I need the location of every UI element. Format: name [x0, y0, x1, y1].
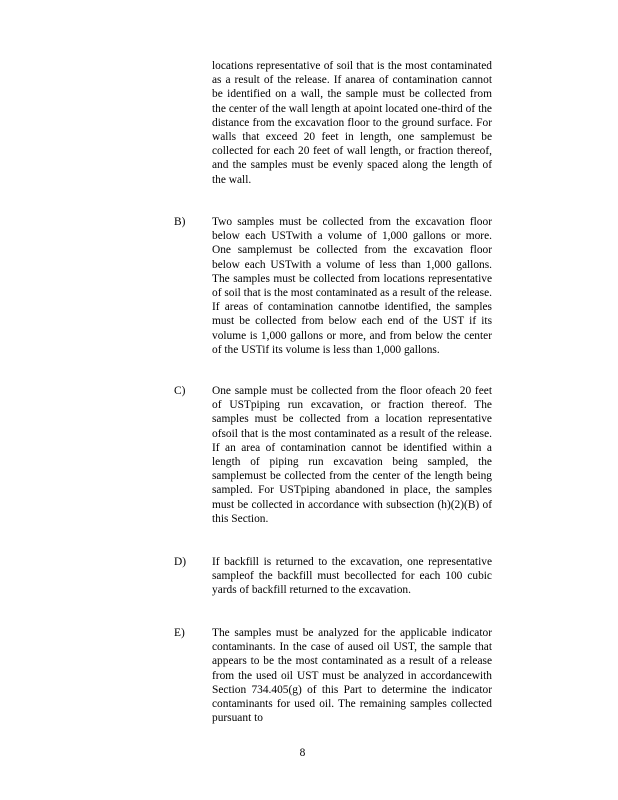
item-text-b: Two samples must be collected from the excavation floor below each USTwith a volume of 1,000 gallons or more. One samplemust be collected from the excavation floor below each USTwith a volume of less than 1,000 gallons. The samples must be collected from locations representative of soil that is the most contaminated as a result of the release. If areas of contamination cannotbe identified, the samples must be collected from below each end of the UST if its volume is 1,000 gallons or more, and from below the center of the USTif its volume is less than 1,000 gallons.	[212, 216, 492, 356]
continuation-paragraph: locations representative of soil that is the most contaminated as a result of the release. If anarea of contamination cannot be identified on a wall, the sample must be collected from the center of the wall length at apoint located one-third of the distance from the excavation floor to the ground surface. For walls that exceed 20 feet in length, one samplemust be collected for each 20 feet of wall length, or fraction thereof, and the samples must be evenly spaced along the length of the wall.	[212, 60, 492, 186]
page-number: 8	[299, 747, 306, 759]
item-text-d: If backfill is returned to the excavation, one representative sampleof the backfill must becollected for each 100 cubic yards of backfill returned to the excavation.	[212, 556, 492, 597]
item-text-e: The samples must be analyzed for the applicable indicator contaminants. In the case of aused oil UST, the sample that appears to be the most contaminated as a result of a release from the used oil UST must be analyzed in accordancewith Section 734.405(g) of this Part to determine the indicator contaminants for used oil. The remaining samples collected pursuant to	[212, 627, 492, 725]
item-label-e: E)	[174, 627, 185, 639]
item-text-c: One sample must be collected from the floor ofeach 20 feet of USTpiping run excavation, or fraction thereof. The samples must be collected from a location representative ofsoil that is the most contaminated as a result of the release. If an area of contamination cannot be identified within a length of piping run excavation being sampled, the samplemust be collected from the center of the length being sampled. For USTpiping abandoned in place, the samples must be collected in accordance with subsection (h)(2)(B) of this Section.	[212, 385, 492, 525]
item-label-b: B)	[174, 216, 186, 228]
item-label-d: D)	[174, 556, 187, 568]
item-label-c: C)	[174, 385, 186, 397]
